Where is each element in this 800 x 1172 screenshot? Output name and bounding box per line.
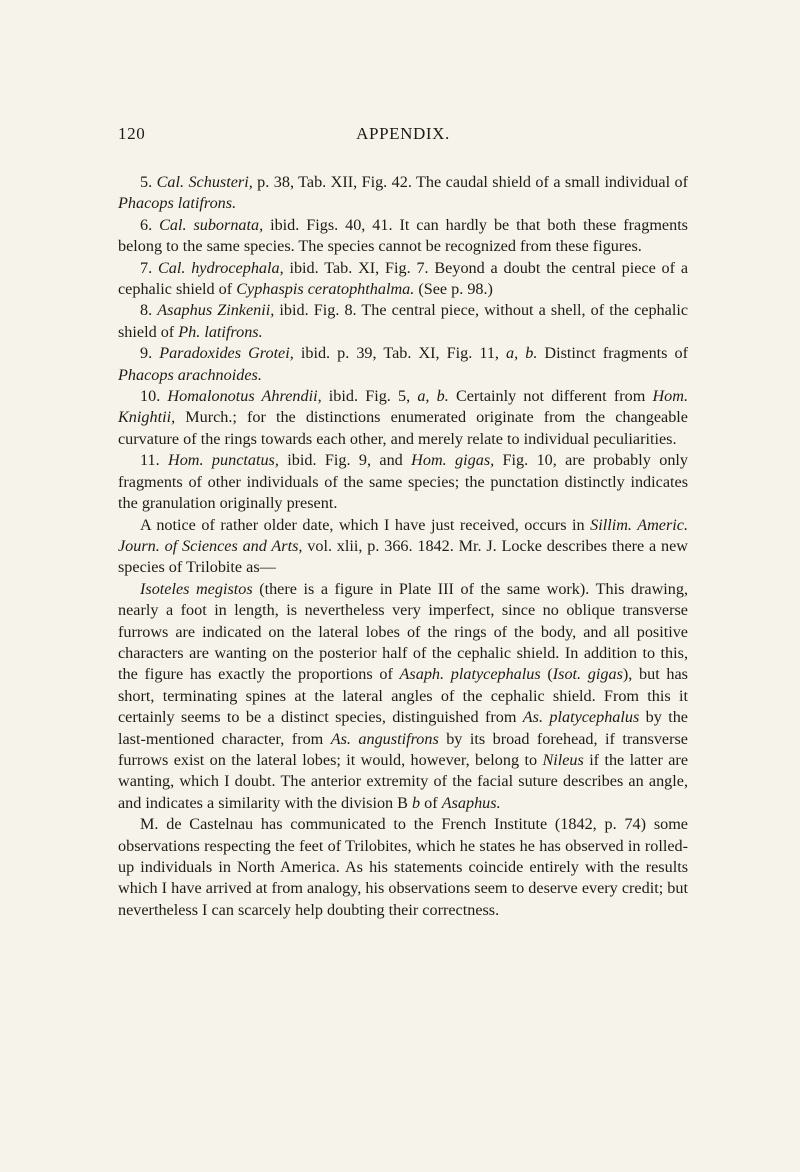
italic-run: a, b.	[506, 344, 538, 363]
text-run: 5.	[140, 173, 157, 191]
paragraph	[118, 814, 688, 921]
paragraph	[118, 215, 688, 258]
italic-run: Hom. gigas,	[411, 451, 495, 470]
text-run: 11.	[140, 451, 169, 470]
italic-run: Homalonotus Ahrendii,	[167, 387, 322, 406]
italic-run: Ph. latifrons.	[178, 322, 263, 341]
text-run: 6.	[140, 215, 160, 234]
text-run: ), but has short, terminating spines at the lateral angles of the cephalic shield. From this it certainly seems to be a distinct species, distinguished from	[118, 665, 688, 727]
text-run: Distinct fragments of	[537, 344, 689, 363]
text-run: 9.	[140, 344, 160, 363]
paragraph	[118, 258, 688, 301]
page-header	[118, 124, 688, 146]
italic-run: Cal. Schusteri,	[156, 173, 253, 191]
body-text	[118, 172, 688, 921]
text-run: 8.	[140, 301, 158, 320]
text-run: Certainly not different from	[448, 387, 653, 406]
italic-run: Asaph. platycephalus	[399, 665, 541, 684]
italic-run: Cal. subornata,	[159, 215, 264, 234]
italic-run: Asaphus.	[441, 793, 501, 812]
italic-run: Hom. Knightii,	[118, 387, 688, 427]
text-run: ibid. Fig. 5,	[321, 387, 418, 406]
text-run: ibid. Figs. 40, 41. It can hardly be that both these fragments belong to the same species. The species cannot be recognized from these figures.	[118, 215, 688, 256]
italic-run: Asaphus Zinkenii,	[157, 301, 275, 320]
italic-run: As. platycephalus	[522, 708, 640, 727]
text-run: ibid. Tab. XI, Fig. 7. Beyond a doubt the central piece of a cephalic shield of	[118, 258, 689, 299]
italic-run: Phacops latifrons.	[118, 194, 237, 213]
text-run: by the last-mentioned character, from	[118, 708, 688, 748]
paragraph	[118, 515, 688, 579]
text-run: (there is a figure in Plate III of the same work). This drawing, nearly a foot in length, is nevertheless very imperfect, since no oblique transverse furrows are indicated on the lateral lobes of the rings of the body, and all positive characters are wanting on the posterior half of the cephalic shield. In addition to this, the figure has exactly the proportions of	[118, 579, 689, 684]
text-run: (	[540, 665, 553, 684]
italic-run: Cal. hydrocephala,	[157, 258, 284, 277]
italic-run: Hom. punctatus,	[168, 451, 279, 470]
paragraph	[118, 300, 688, 343]
text-run: by its broad forehead, if transverse furrows exist on the lateral lobes; it would, however, belong to	[118, 729, 688, 769]
italic-run: Sillim. Americ. Journ. of Sciences and Arts,	[118, 515, 688, 555]
text-run: of	[420, 793, 442, 812]
paragraph	[118, 343, 688, 386]
italic-run: Isot. gigas	[552, 665, 623, 684]
text-run: if the latter are wanting, which I doubt. The anterior extremity of the facial suture describes an angle, and indicates a similarity with the division B	[118, 750, 688, 812]
text-run: 10.	[140, 387, 168, 406]
italic-run: Isoteles megistos	[140, 579, 253, 598]
running-head: APPENDIX.	[356, 124, 450, 143]
italic-run: a, b.	[417, 387, 449, 406]
text-run: ibid. Fig. 9, and	[278, 451, 412, 470]
text-run: (See p. 98.)	[414, 280, 493, 299]
paragraph	[118, 172, 688, 215]
page-number: 120	[118, 124, 146, 143]
italic-run: b	[412, 793, 421, 812]
text-run: A notice of rather older date, which I have just received, occurs in	[140, 515, 591, 534]
italic-run: Nileus	[542, 750, 584, 769]
text-run: ibid. Fig. 8. The central piece, without a shell, of the cephalic shield of	[118, 301, 689, 341]
text-run: Murch.; for the distinctions enumerated originate from the changeable curvature of the rings towards each other, and merely relate to individual peculiarities.	[118, 408, 688, 448]
text-run: 7.	[140, 258, 158, 277]
text-run: Fig. 10, are probably only fragments of other individuals of the same species; the punctation distinctly indicates the granulation originally present.	[118, 451, 688, 513]
paragraph	[118, 386, 688, 450]
italic-run: Phacops arachnoides.	[118, 365, 262, 384]
text-run: M. de Castelnau has communicated to the French Institute (1842, p. 74) some observations respecting the feet of Trilobites, which he states he has observed in rolled-up individuals in North America. As his statements coincide entirely with the results which I have arrived at from analogy, his observations seem to deserve every credit; but nevertheless I can scarcely help doubting their correctness.	[118, 815, 688, 919]
italic-run: Paradoxides Grotei,	[159, 344, 294, 363]
text-run: ibid. p. 39, Tab. XI, Fig. 11,	[293, 344, 507, 363]
italic-run: Cyphaspis ceratophthalma.	[236, 280, 415, 299]
text-run: p. 38, Tab. XII, Fig. 42. The caudal shield of a small individual of	[252, 173, 688, 191]
text-run: vol. xlii, p. 366. 1842. Mr. J. Locke describes there a new species of Trilobite as—	[118, 536, 688, 577]
paragraph	[118, 579, 688, 814]
paragraph	[118, 450, 688, 514]
italic-run: As. angustifrons	[330, 729, 439, 748]
